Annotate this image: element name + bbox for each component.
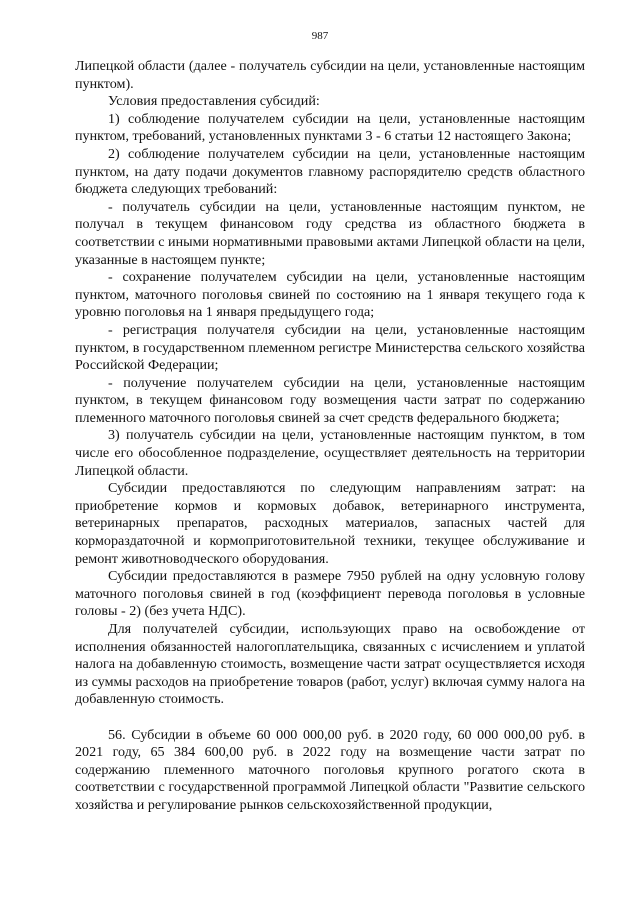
paragraph-conditions-heading: Условия предоставления субсидий:	[108, 93, 320, 110]
paragraph-condition-2: 2) соблюдение получателем субсидии на цели, установленные настоящим пунктом, на дату подачи документов главному распорядителю средств областного бюджета следующих требований:	[75, 145, 585, 198]
document-body	[75, 58, 585, 815]
paragraph-requirement-2: - сохранение получателем субсидии на цели, установленные настоящим пунктом, маточного поголовья свиней по состоянию на 1 января текущего года к уровню поголовья на 1 января предыдущего года;	[75, 269, 585, 321]
paragraph-requirement-4: - получение получателем субсидии на цели, установленные настоящим пунктом, в текущем финансовом году возмещения части затрат по содержанию племенного маточного поголовья свиней за счет средств федерального бюджета;	[75, 374, 585, 426]
paragraph-item-56: 56. Субсидии в объеме 60 000 000,00 руб. в 2020 году, 60 000 000,00 руб. в 2021 году, 65 384 600,00 руб. в 2022 году на возмещение части затрат по содержанию племенного маточного поголовья крупного рогатого скота в соответствии с государственной программой Липецкой области "Развитие сельского хозяйства и регулирование рынков сельскохозяйственной продукции,	[75, 726, 585, 813]
paragraph-condition-3: 3) получатель субсидии на цели, установленные настоящим пунктом, в том числе его обособленное подразделение, осуществляет деятельность на территории Липецкой области.	[75, 427, 585, 479]
page-number: 987	[311, 30, 329, 42]
paragraph-expense-directions: Субсидии предоставляются по следующим направлениям затрат: на приобретение кормов и кормовых добавок, ветеринарного инструмента, ветеринарных препаратов, расходных материалов, запасных частей для кормораздаточной и кормоприготовительной техники, текущее обслуживание и ремонт животноводческого оборудования.	[75, 480, 585, 567]
paragraph-requirement-1: - получатель субсидии на цели, установленные настоящим пунктом, не получал в текущем финансовом году средства из областного бюджета в соответствии с иными нормативными правовыми актами Липецкой области на цели, указанные в настоящем пункте;	[75, 198, 585, 268]
paragraph-vat-note: Для получателей субсидии, использующих право на освобождение от исполнения обязанностей налогоплательщика, связанных с исчислением и уплатой налога на добавленную стоимость, возмещение части затрат осуществляется исходя из суммы расходов на приобретение товаров (работ, услуг) включая сумму налога на добавленную стоимость.	[75, 621, 585, 708]
paragraph-continuation: Липецкой области (далее - получатель субсидии на цели, установленные настоящим пунктом).	[75, 58, 585, 92]
paragraph-subsidy-amount: Субсидии предоставляются в размере 7950 рублей на одну условную голову маточного поголовья свиней в год (коэффициент перевода поголовья в условные головы - 2) (без учета НДС).	[75, 568, 585, 620]
paragraph-requirement-3: - регистрация получателя субсидии на цели, установленные настоящим пунктом, в государственном племенном регистре Министерства сельского хозяйства Российской Федерации;	[75, 321, 585, 374]
paragraph-condition-1: 1) соблюдение получателем субсидии на цели, установленные настоящим пунктом, требований, установленных пунктами 3 - 6 статьи 12 настоящего Закона;	[75, 110, 585, 145]
